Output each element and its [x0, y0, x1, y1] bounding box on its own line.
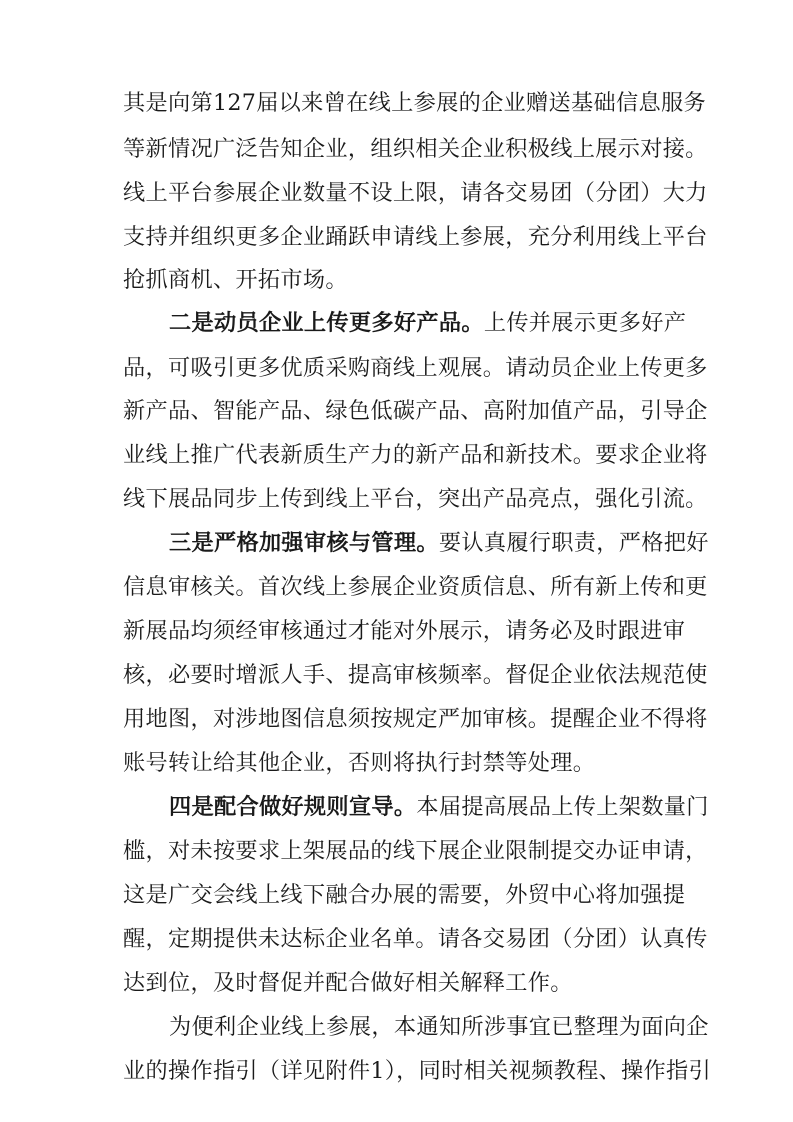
paragraph-heading-line: 四是配合做好规则宣导。本届提高展品上传上架数量门	[169, 794, 709, 820]
text-line: 醒，定期提供未达标企业名单。请各交易团（分团）认真传	[123, 926, 708, 952]
text-line: 线下展品同步上传到线上平台，突出产品亮点，强化引流。	[123, 486, 708, 512]
text-line: 新展品均须经审核通过才能对外展示，请务必及时跟进审	[123, 618, 686, 644]
paragraph-heading: 二是动员企业上传更多好产品。	[169, 310, 484, 336]
text-line: 品，可吸引更多优质采购商线上观展。请动员企业上传更多	[123, 355, 708, 381]
paragraph-heading: 三是严格加强审核与管理。	[169, 530, 439, 556]
text-line: 支持并组织更多企业踊跃申请线上参展，充分利用线上平台	[123, 224, 708, 250]
text-line: 达到位，及时督促并配合做好相关解释工作。	[123, 970, 573, 996]
text-line: 账号转让给其他企业，否则将执行封禁等处理。	[123, 750, 596, 776]
text-line: 这是广交会线上线下融合办展的需要，外贸中心将加强提	[123, 882, 686, 908]
text-line: 其是向第127届以来曾在线上参展的企业赠送基础信息服务	[123, 90, 706, 116]
text-line: 槛，对未按要求上架展品的线下展企业限制提交办证申请，	[123, 838, 708, 864]
text-line: 业线上推广代表新质生产力的新产品和新技术。要求企业将	[123, 442, 708, 468]
paragraph-heading-line: 三是严格加强审核与管理。要认真履行职责，严格把好	[169, 530, 709, 556]
text-line: 线上平台参展企业数量不设上限，请各交易团（分团）大力	[123, 180, 708, 206]
text-line: 新产品、智能产品、绿色低碳产品、高附加值产品，引导企	[123, 398, 708, 424]
text-line: 核，必要时增派人手、提高审核频率。督促企业依法规范使	[123, 662, 708, 688]
text-line: 为便利企业线上参展，本通知所涉事宜已整理为面向企	[169, 1014, 709, 1040]
text-line: 等新情况广泛告知企业，组织相关企业积极线上展示对接。	[123, 136, 708, 162]
paragraph-heading: 四是配合做好规则宣导。	[169, 794, 417, 820]
text-line: 业的操作指引（详见附件1），同时相关视频教程、操作指引	[123, 1058, 711, 1084]
text-line: 信息审核关。首次线上参展企业资质信息、所有新上传和更	[123, 574, 708, 600]
paragraph-heading-line: 二是动员企业上传更多好产品。上传并展示更多好产	[169, 310, 687, 336]
text-line: 抢抓商机、开拓市场。	[123, 267, 348, 293]
text-line: 用地图，对涉地图信息须按规定严加审核。提醒企业不得将	[123, 706, 708, 732]
